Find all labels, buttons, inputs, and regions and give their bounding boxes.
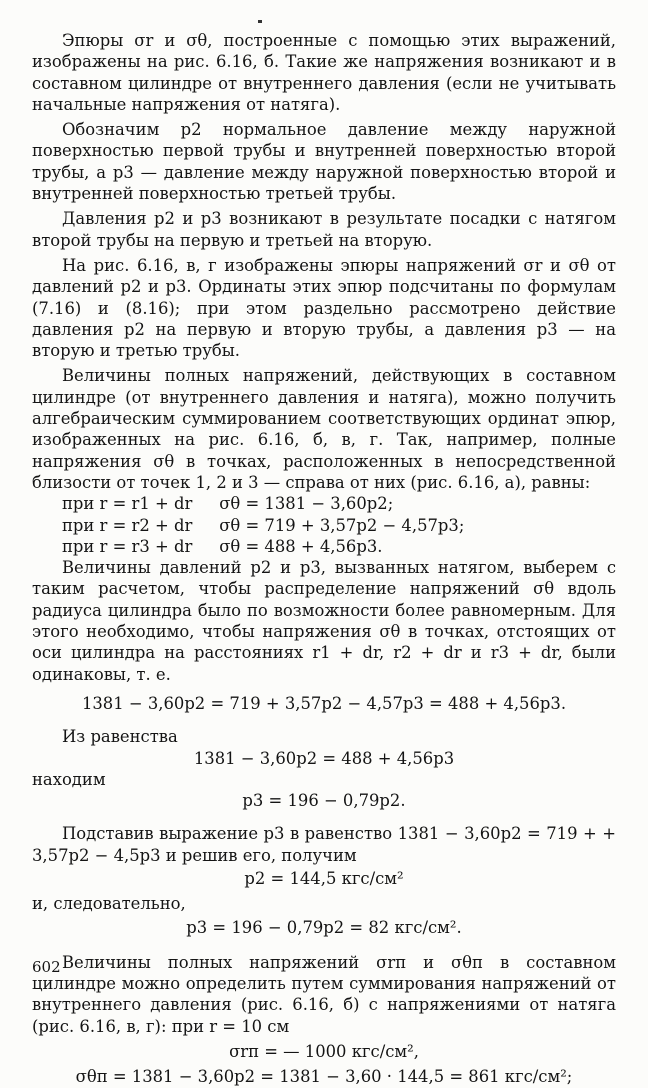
from-equality-label: Из равенства	[62, 727, 178, 747]
case-item	[62, 515, 616, 536]
paragraph-4: На рис. 6.16, в, г изображены эпюры напряжений σr и σθ от давлений p2 и p3. Ординаты этих эпюр подсчитаны по формулам (7.16) и (8.16); при этом раздельно рассмотрено действие давления p2 на первую и вторую трубы, а давления p3 — на вторую и третью трубы.	[32, 255, 616, 361]
case-list	[32, 493, 616, 557]
case-condition: при r = r2 + dr	[62, 515, 193, 535]
case-condition: при r = r1 + dr	[62, 494, 193, 514]
case-condition: при r = r3 + dr	[62, 536, 193, 556]
paragraph-5: Величины полных напряжений, действующих в составном цилиндре (от внутреннего давления и натяга), можно получить алгебраическим суммированием соответствующих ординат эпюр, изображенных на рис. 6.16, б, в, г. Так, например, полные напряжения σθ в точках, расположенных в непосредственной близости от точек 1, 2 и 3 — справа от них (рис. 6.16, а), равны:	[32, 366, 616, 492]
equation-7: σθп = 1381 − 3,60p2 = 1381 − 3,60 · 144,5 = 861 кгс/см²;	[75, 1067, 573, 1087]
paragraph-8: Величины полных напряжений σrп и σθп в составном цилиндре можно определить путем суммирования напряжений от внутреннего давления (рис. 6.16, б) с напряжениями от натяга (рис. 6.16, в, г): при r = 10 см	[32, 952, 616, 1036]
case-item	[62, 536, 616, 557]
case-formula: σθ = 1381 − 3,60p2;	[219, 494, 394, 514]
page-number: 602	[32, 958, 61, 976]
hence-label: и, следовательно,	[32, 894, 186, 914]
equation-4: p2 = 144,5 кгс/см²	[244, 868, 404, 888]
equation-5: p3 = 196 − 0,79p2 = 82 кгс/см².	[186, 917, 462, 937]
equation-6: σrп = — 1000 кгс/см²,	[229, 1042, 419, 1062]
equation-1: 1381 − 3,60p2 = 719 + 3,57p2 − 4,57p3 = 488 + 4,56p3.	[81, 693, 567, 713]
paragraph-3: Давления p2 и p3 возникают в результате посадки с натягом второй трубы на первую и третьей на вторую.	[32, 209, 616, 250]
paragraph-7: Подставив выражение p3 в равенство 1381 − 3,60p2 = 719 + + 3,57p2 − 4,5p3 и решив его, получим	[32, 824, 616, 865]
paragraph-2: Обозначим p2 нормальное давление между наружной поверхностью первой трубы и внутренней поверхностью второй трубы, а p3 — давление между наружной поверхностью второй и внутренней поверхностью третьей трубы.	[32, 120, 616, 204]
case-formula: σθ = 719 + 3,57p2 − 4,57p3;	[219, 515, 465, 535]
paragraph-6: Величины давлений p2 и p3, вызванных натягом, выберем с таким расчетом, чтобы распределение напряжений σθ вдоль радиуса цилиндра было по возможности более равномерным. Для этого необходимо, чтобы напряжения σθ в точках, отстоящих от оси цилиндра на расстояниях r1 + dr, r2 + dr и r3 + dr, были одинаковы, т. е.	[32, 558, 616, 684]
paragraph-1: Эпюры σr и σθ, построенные с помощью этих выражений, изображены на рис. 6.16, б. Такие же напряжения возникают и в составном цилиндре от внутреннего давления (если не учитывать начальные напряжения от натяга).	[32, 31, 616, 114]
equation-2: 1381 − 3,60p2 = 488 + 4,56p3	[193, 748, 455, 768]
page-body	[32, 30, 616, 1088]
print-mark	[258, 20, 262, 23]
case-formula: σθ = 488 + 4,56p3.	[219, 536, 383, 556]
equation-3: p3 = 196 − 0,79p2.	[242, 791, 406, 811]
find-label: находим	[32, 769, 106, 789]
case-item	[62, 493, 616, 514]
